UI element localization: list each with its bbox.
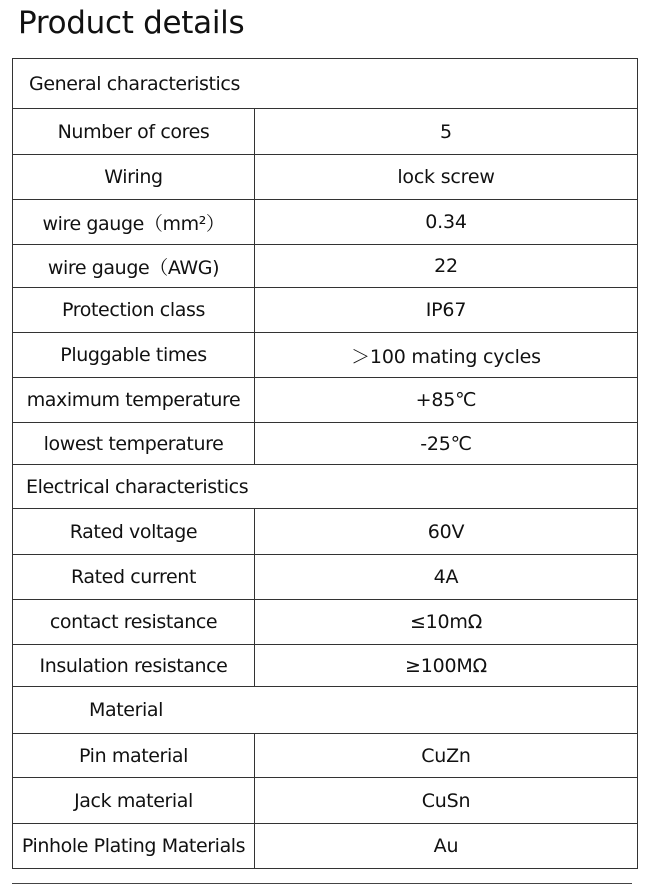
table-row — [13, 244, 637, 287]
row-label: Jack material — [13, 778, 255, 823]
row-label: Pinhole Plating Materials — [13, 824, 255, 868]
table-row — [13, 823, 637, 868]
row-label: Rated current — [13, 555, 255, 599]
row-value: 5 — [440, 120, 452, 143]
row-label: Number of cores — [13, 109, 255, 154]
row-label: Wiring — [13, 155, 255, 199]
row-label: contact resistance — [13, 600, 255, 644]
row-label: Pin material — [13, 734, 255, 777]
table-row — [13, 154, 637, 199]
table-row — [13, 554, 637, 599]
row-value: 4A — [433, 566, 459, 588]
table-row — [13, 377, 637, 422]
row-label: wire gauge（mm²） — [13, 200, 255, 244]
table-row — [13, 332, 637, 377]
row-label: Protection class — [13, 288, 255, 332]
row-value: 60V — [427, 520, 465, 543]
row-value: ≤10mΩ — [409, 611, 483, 633]
table-row — [13, 287, 637, 332]
bottom-divider — [12, 883, 632, 884]
section-header-electrical — [13, 464, 637, 508]
row-value: Au — [433, 835, 459, 857]
row-label: Rated voltage — [13, 509, 255, 554]
row-label: Pluggable times — [13, 333, 255, 377]
section-header-material — [13, 686, 637, 733]
table-row — [13, 199, 637, 244]
table-row — [13, 599, 637, 644]
table-row — [13, 422, 637, 464]
table-row — [13, 508, 637, 554]
row-value: 0.34 — [425, 211, 467, 233]
row-label: wire gauge（AWG) — [13, 245, 255, 287]
row-value: ＞100 mating cycles — [351, 345, 541, 368]
row-value: ≥100MΩ — [405, 654, 487, 677]
table-row — [13, 644, 637, 686]
section-header-general — [13, 59, 637, 108]
table-row — [13, 108, 637, 154]
row-value: CuZn — [421, 744, 471, 767]
row-value: CuSn — [421, 789, 471, 812]
page-title: Product details — [18, 5, 245, 41]
table-row — [13, 733, 637, 777]
row-label: lowest temperature — [13, 423, 255, 464]
section-title: Electrical characteristics — [26, 475, 249, 498]
row-value: 22 — [434, 255, 458, 277]
spec-table — [12, 58, 638, 869]
row-value: lock screw — [397, 166, 495, 188]
row-value: -25℃ — [420, 432, 472, 455]
section-title: Material — [89, 699, 163, 721]
section-title: General characteristics — [29, 72, 240, 95]
row-value: IP67 — [425, 299, 467, 321]
row-label: maximum temperature — [13, 378, 255, 422]
row-label: Insulation resistance — [13, 645, 255, 686]
row-value: +85℃ — [415, 389, 477, 411]
table-row — [13, 777, 637, 823]
